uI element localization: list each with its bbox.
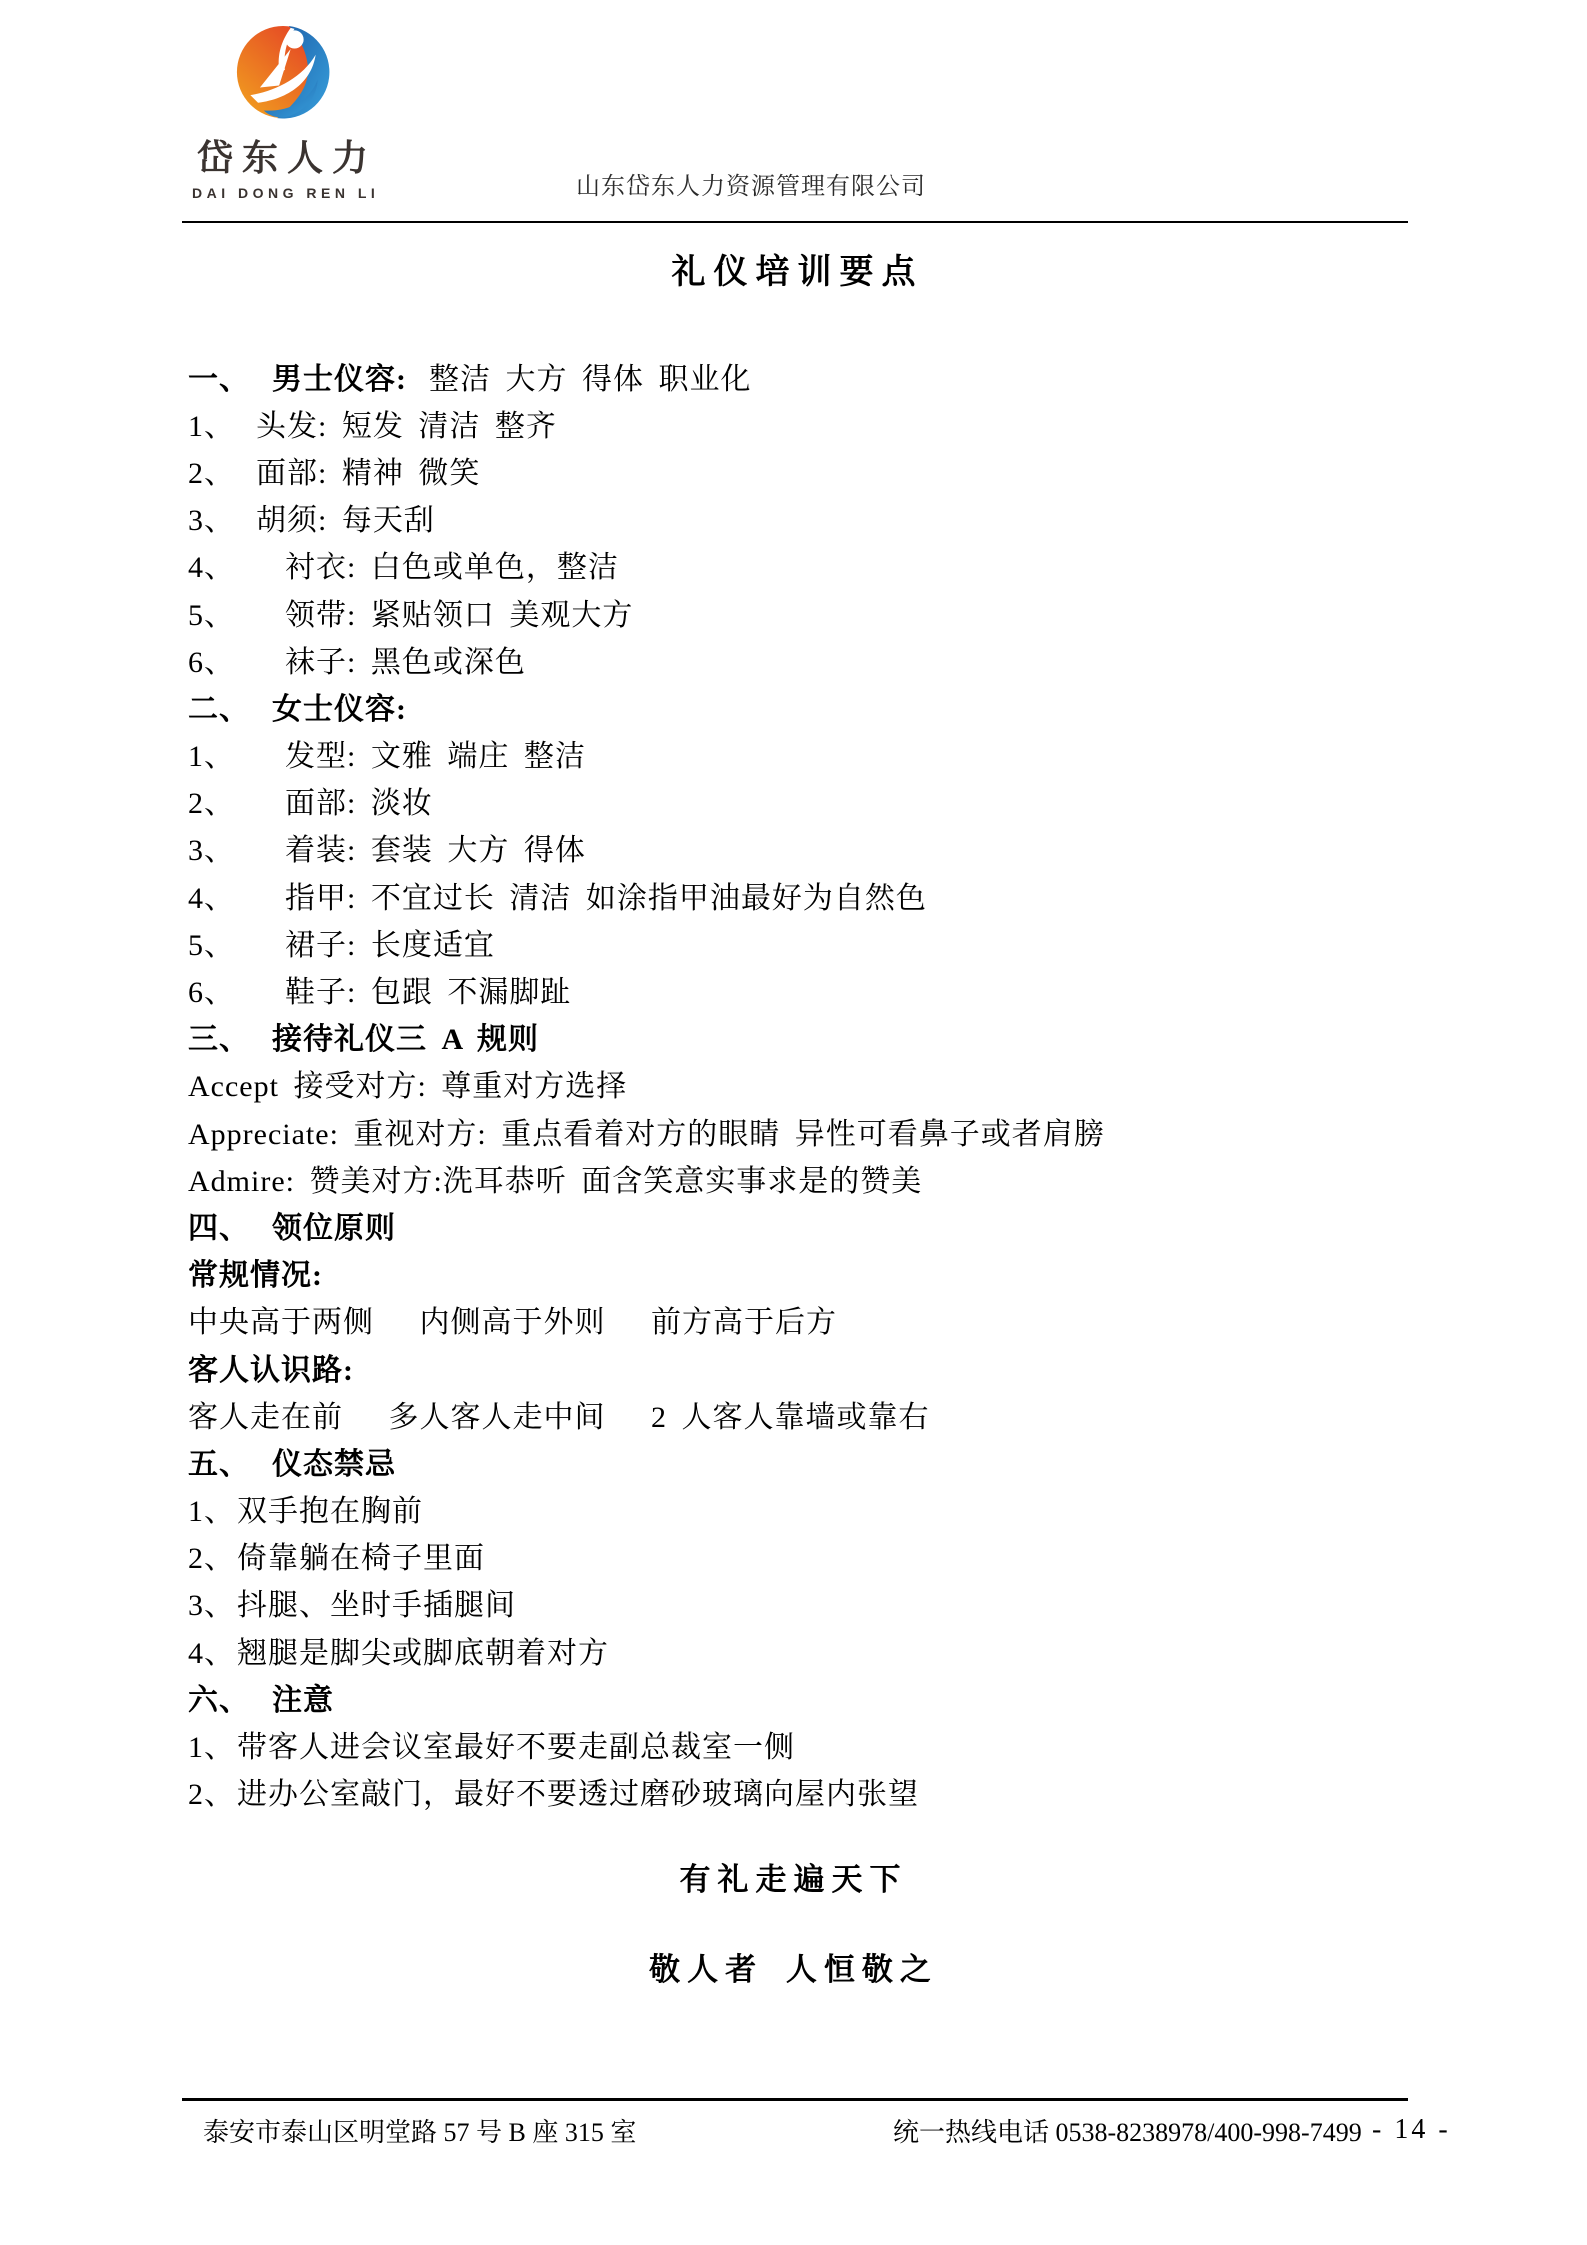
line-text: 翘腿是脚尖或脚底朝着对方 xyxy=(237,1636,609,1670)
line-number: 三、 xyxy=(188,1023,250,1057)
line-number: 2、 xyxy=(188,1778,235,1812)
doc-line xyxy=(188,1060,1428,1107)
line-text: 面部: 淡妆 xyxy=(285,787,433,821)
line-text: 面部: 精神 微笑 xyxy=(256,456,481,490)
line-text: 衬衣: 白色或单色，整洁 xyxy=(285,551,619,585)
line-bold-text: 女士仪容: xyxy=(272,692,407,726)
line-text: 整洁 大方 得体 职业化 xyxy=(429,362,752,396)
line-number: 6、 xyxy=(188,645,235,679)
doc-line xyxy=(188,399,1428,446)
line-text: 裙子: 长度适宜 xyxy=(285,928,495,962)
line-text: 中央高于两侧 内侧高于外则 前方高于后方 xyxy=(188,1306,837,1340)
doc-line xyxy=(188,1154,1428,1201)
doc-line xyxy=(188,918,1428,965)
closing-line-2: 敬人者 人恒敬之 xyxy=(649,1952,938,1987)
document-body xyxy=(188,352,1428,1815)
logo-brand-cn: 岱东人力 xyxy=(197,137,378,178)
line-text: 双手抱在胸前 xyxy=(237,1495,423,1529)
doc-line xyxy=(188,1532,1428,1579)
line-bold-text: 常规情况: xyxy=(188,1259,323,1293)
company-name: 山东岱东人力资源管理有限公司 xyxy=(576,174,926,200)
doc-line xyxy=(188,1013,1428,1060)
doc-line xyxy=(188,1390,1428,1437)
line-number: 一、 xyxy=(188,362,250,396)
line-number: 四、 xyxy=(188,1211,250,1245)
line-text: 领带: 紧贴领口 美观大方 xyxy=(285,598,634,632)
doc-line xyxy=(188,1579,1428,1626)
line-number: 5、 xyxy=(188,598,235,632)
closing-line-1: 有礼走遍天下 xyxy=(679,1862,908,1897)
doc-line xyxy=(188,965,1428,1012)
line-number: 二、 xyxy=(188,692,250,726)
line-text: 指甲: 不宜过长 清洁 如涂指甲油最好为自然色 xyxy=(285,881,927,915)
line-number: 五、 xyxy=(188,1447,250,1481)
line-text: 着装: 套装 大方 得体 xyxy=(285,834,586,868)
line-bold-text: 领位原则 xyxy=(272,1211,396,1245)
line-bold-text: 注意 xyxy=(272,1683,334,1717)
line-number: 六、 xyxy=(188,1683,250,1717)
doc-line xyxy=(188,1343,1428,1390)
line-text: Accept 接受对方: 尊重对方选择 xyxy=(188,1070,628,1104)
line-number: 2、 xyxy=(188,456,235,490)
doc-line xyxy=(188,1626,1428,1673)
line-text: 带客人进会议室最好不要走副总裁室一侧 xyxy=(237,1731,795,1765)
doc-line xyxy=(188,730,1428,777)
line-text: 袜子: 黑色或深色 xyxy=(285,645,526,679)
page-number: - 14 - xyxy=(1372,2114,1451,2145)
line-text: 发型: 文雅 端庄 整洁 xyxy=(285,740,586,774)
line-number: 1、 xyxy=(188,740,235,774)
doc-line xyxy=(188,1249,1428,1296)
line-number: 2、 xyxy=(188,787,235,821)
line-text: 倚靠躺在椅子里面 xyxy=(237,1542,485,1576)
line-number: 3、 xyxy=(188,504,235,538)
line-number: 5、 xyxy=(188,928,235,962)
line-number: 2、 xyxy=(188,1542,235,1576)
doc-line xyxy=(188,635,1428,682)
line-text: 抖腿、坐时手插腿间 xyxy=(237,1589,516,1623)
company-logo xyxy=(192,24,380,201)
doc-line xyxy=(188,1485,1428,1532)
line-bold-text: 男士仪容: xyxy=(272,362,407,396)
footer-divider xyxy=(182,2098,1408,2101)
line-number: 4、 xyxy=(188,551,235,585)
doc-line xyxy=(188,1296,1428,1343)
doc-line xyxy=(188,1768,1428,1815)
line-number: 1、 xyxy=(188,1495,235,1529)
logo-brand-en: DAI DONG REN LI xyxy=(192,185,380,201)
footer-address: 泰安市泰山区明堂路 57 号 B 座 315 室 xyxy=(203,2118,637,2147)
footer-hotline: 统一热线电话 0538-8238978/400-998-7499 xyxy=(893,2118,1362,2147)
line-text: 客人走在前 多人客人走中间 2 人客人靠墙或靠右 xyxy=(188,1400,930,1434)
doc-line xyxy=(188,682,1428,729)
doc-line xyxy=(188,1107,1428,1154)
doc-line xyxy=(188,494,1428,541)
doc-line xyxy=(188,871,1428,918)
doc-line xyxy=(188,588,1428,635)
line-text: 进办公室敲门，最好不要透过磨砂玻璃向屋内张望 xyxy=(237,1778,919,1812)
line-bold-text: 接待礼仪三 A 规则 xyxy=(272,1023,540,1057)
line-text: Appreciate: 重视对方: 重点看着对方的眼睛 异性可看鼻子或者肩膀 xyxy=(188,1117,1105,1151)
line-text: 鞋子: 包跟 不漏脚趾 xyxy=(285,976,572,1010)
doc-line xyxy=(188,1673,1428,1720)
doc-line xyxy=(188,541,1428,588)
document-title: 礼仪培训要点 xyxy=(671,254,924,291)
header-divider xyxy=(182,221,1408,223)
doc-line xyxy=(188,446,1428,493)
line-number: 4、 xyxy=(188,881,235,915)
line-number: 1、 xyxy=(188,409,235,443)
doc-line xyxy=(188,777,1428,824)
doc-line xyxy=(188,1720,1428,1767)
line-number: 3、 xyxy=(188,1589,235,1623)
line-number: 3、 xyxy=(188,834,235,868)
line-text: 胡须: 每天刮 xyxy=(256,504,435,538)
doc-line xyxy=(188,352,1428,399)
line-bold-text: 仪态禁忌 xyxy=(272,1447,396,1481)
line-text: 头发: 短发 清洁 整齐 xyxy=(256,409,557,443)
line-text: Admire: 赞美对方:洗耳恭听 面含笑意实事求是的赞美 xyxy=(188,1164,923,1198)
doc-line xyxy=(188,1437,1428,1484)
line-bold-text: 客人认识路: xyxy=(188,1353,354,1387)
logo-mark-icon xyxy=(235,24,331,124)
line-number: 4、 xyxy=(188,1636,235,1670)
doc-line xyxy=(188,824,1428,871)
line-number: 6、 xyxy=(188,976,235,1010)
doc-line xyxy=(188,1201,1428,1248)
line-number: 1、 xyxy=(188,1731,235,1765)
